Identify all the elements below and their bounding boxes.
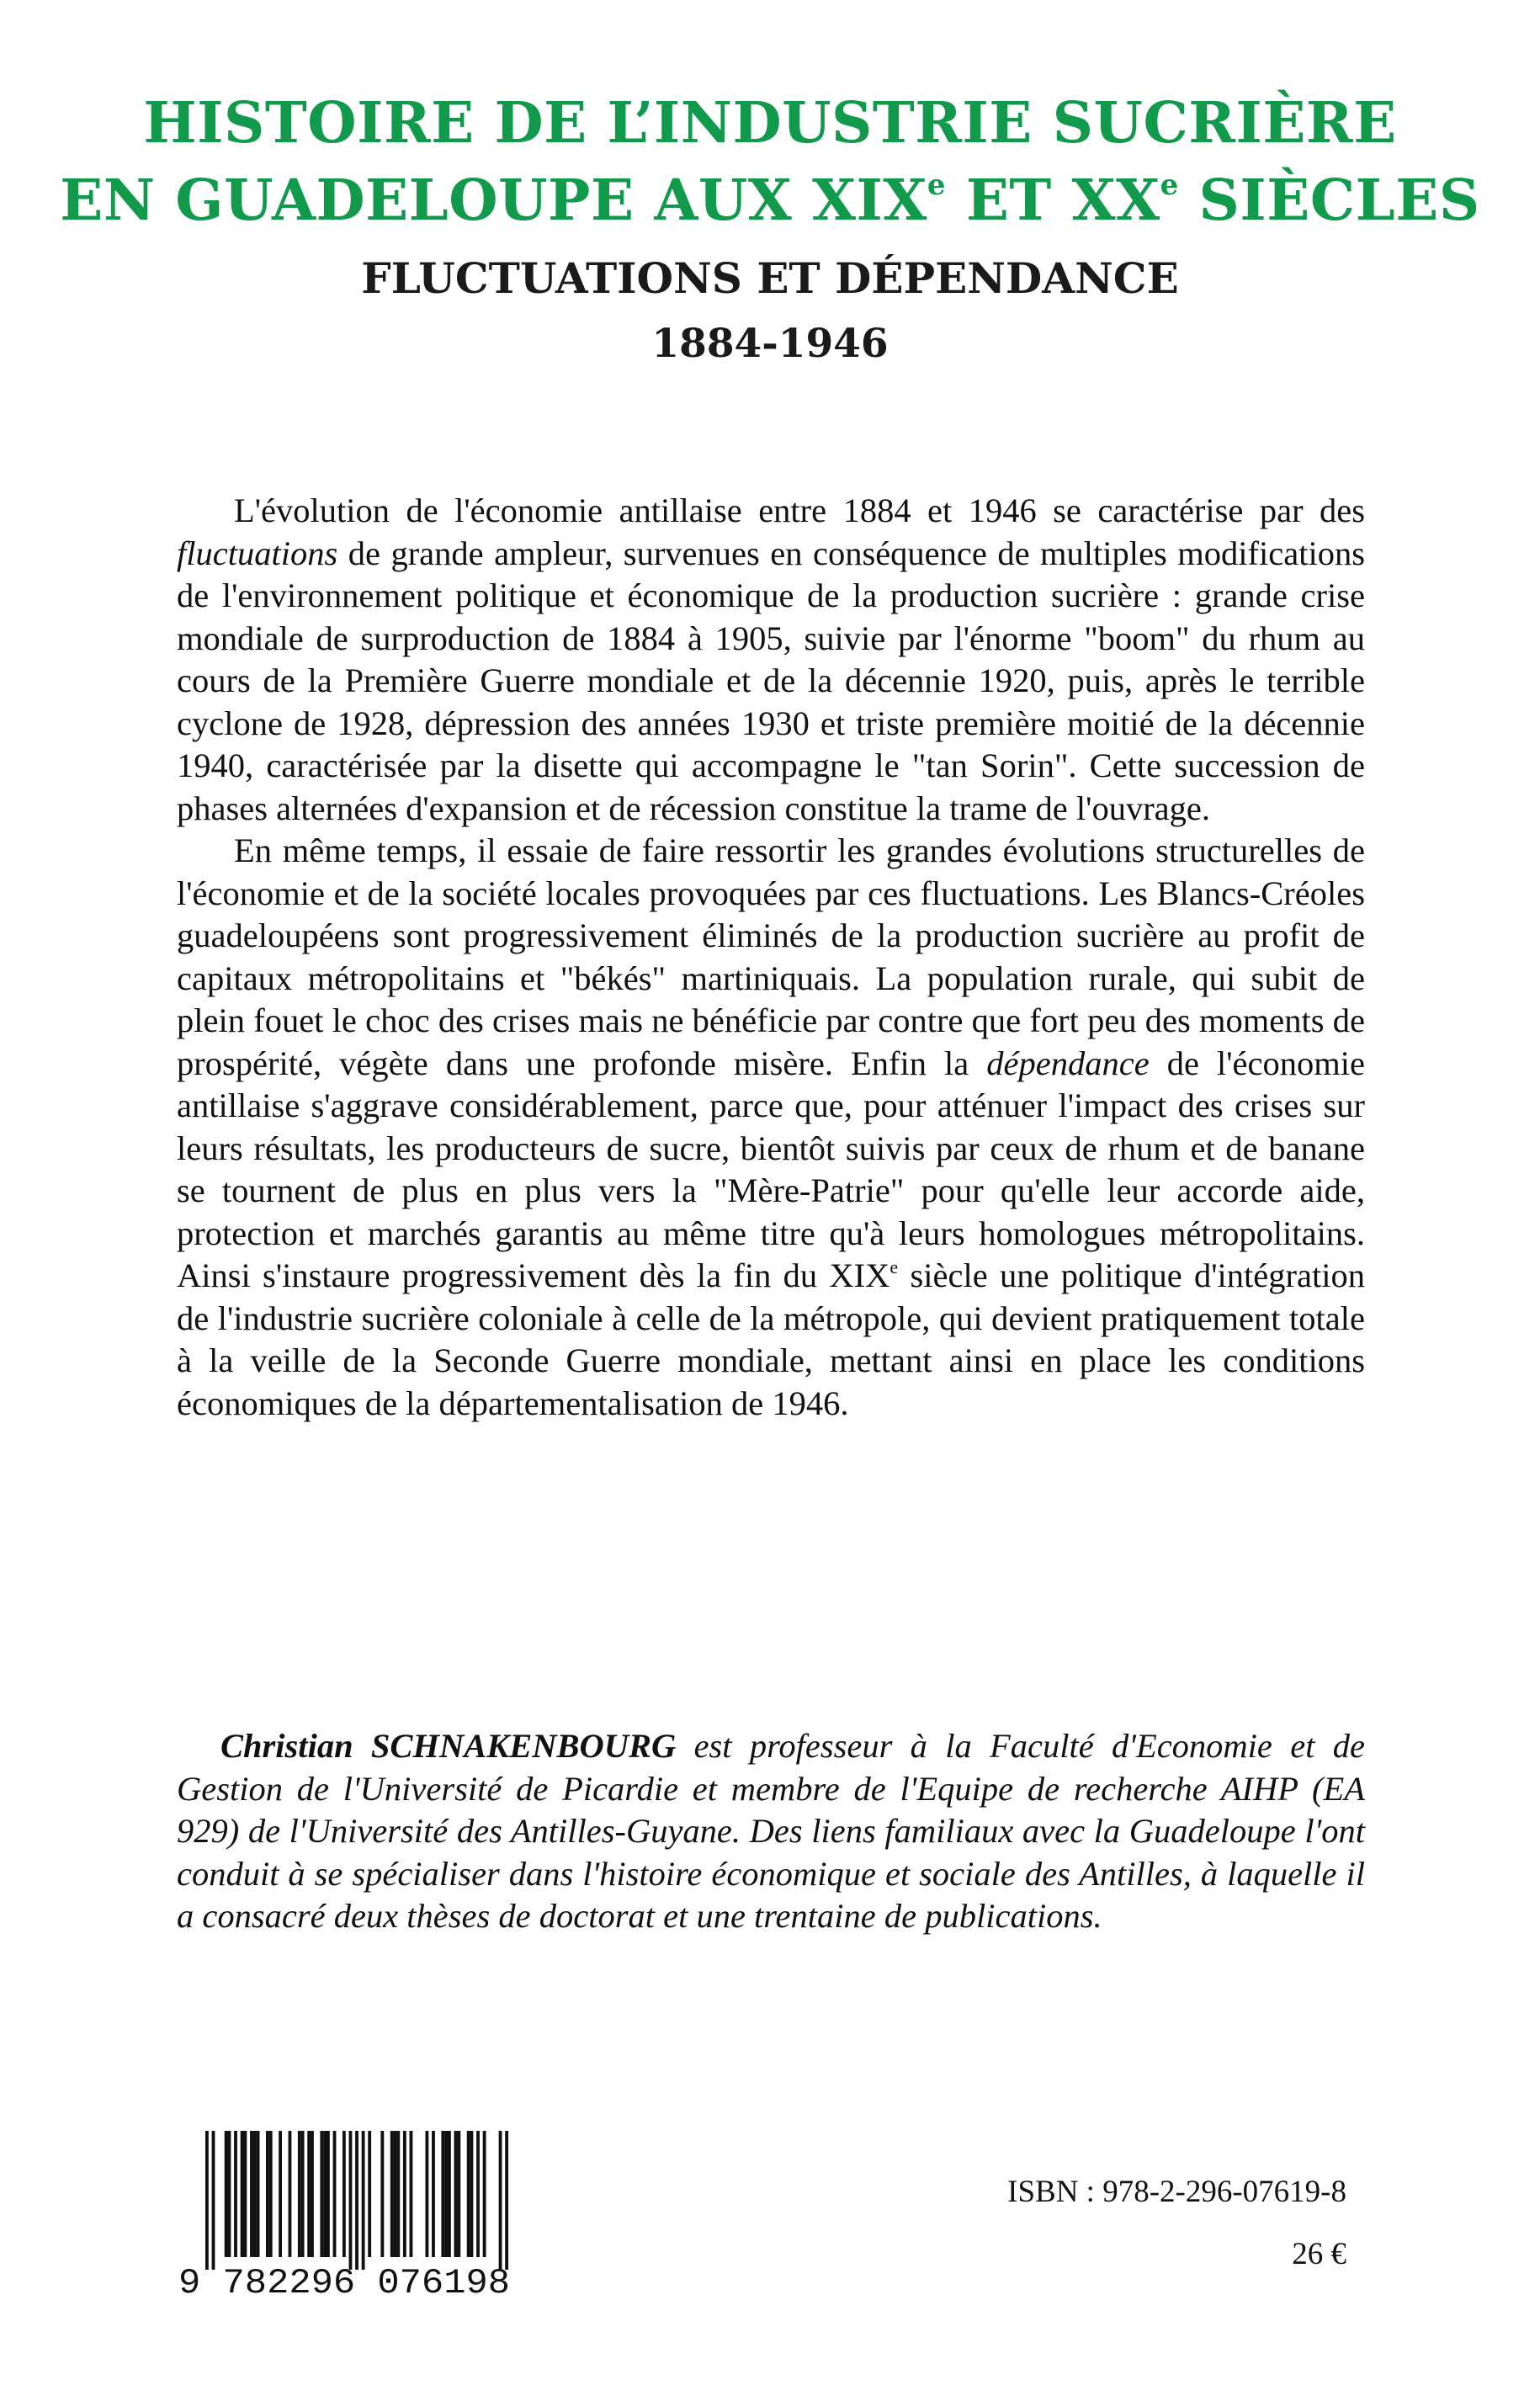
summary-paragraph-2 (177, 830, 1365, 1425)
barcode-bar (307, 2131, 311, 2257)
barcode-bar (205, 2131, 209, 2270)
barcode-bar (390, 2131, 394, 2257)
summary-p2-part-b: de l'économie antillaise s'aggrave considérablement, parce que, pour atténuer l'impact des crises sur leurs résultats, les producteurs de sucre, bientôt suivis par ceux de rhum et de banane se tournent de plus en plus vers la "Mère-Patrie" pour qu'elle leur accorde aide, protection et marchés garantis au même titre qu'à leurs homologues métropolitains. Ainsi s'instaure progressivement dès la fin du XIX (177, 1044, 1365, 1294)
barcode-bar (257, 2131, 260, 2257)
barcode-bar (234, 2131, 237, 2257)
barcode-bar (470, 2131, 474, 2257)
barcode-bar (250, 2131, 253, 2257)
summary-p1-emphasis: fluctuations (177, 534, 338, 572)
title-superscript-2: e (1160, 168, 1179, 202)
book-subtitle: FLUCTUATIONS ET DÉPENDANCE (361, 253, 1179, 303)
barcode-bar (301, 2131, 305, 2257)
barcode-bar (327, 2131, 330, 2257)
barcode-bar (454, 2131, 458, 2257)
barcode-bar (228, 2131, 231, 2257)
barcode-bar (311, 2131, 314, 2257)
barcode-bar (457, 2131, 460, 2257)
summary-p2-part-c: siècle une politique d'intégration de l'industrie sucrière coloniale à celle de la métropole, qui devient pratiquement totale à la veille de la Seconde Guerre mondiale, mettant ainsi en place les conditions économiques de la départementalisation de 1946. (177, 1256, 1365, 1422)
barcode-bar (289, 2131, 292, 2257)
title-line-2-part-b: ET XX (946, 167, 1160, 233)
barcode-bar (320, 2131, 323, 2257)
summary-p1-part-b: de grande ampleur, survenues en conséquence de multiples modifications de l'environnement politique et économique de la production sucrière : grande crise mondiale de surproduction de 1884 à 1905, suivie par l'énorme "boom" du rhum au cours de la Première Guerre mondiale et de la décennie 1920, puis, après le terrible cyclone de 1928, dépression des années 1930 et triste première moitié de la décennie 1940, caractérisée par la disette qui accompagne le "tan Sorin". Cette succession de phases alternées d'expansion et de récession constitue la trame de l'ouvrage. (177, 534, 1365, 827)
summary-p2-superscript: e (889, 1256, 899, 1277)
barcode-bar (380, 2131, 384, 2257)
author-bio (177, 1725, 1365, 1938)
summary-paragraph-1 (177, 490, 1365, 830)
barcode-bar (394, 2131, 397, 2257)
barcode-bar (333, 2131, 337, 2257)
barcode-bar (225, 2131, 228, 2257)
barcode-bar (349, 2131, 353, 2270)
author-name: Christian SCHNAKENBOURG (220, 1727, 677, 1765)
barcode-bar (323, 2131, 327, 2257)
author-bio-text: est professeur à la Faculté d'Economie et de Gestion de l'Université de Picardie et membre de l'Equipe de recherche AIHP (EA 929) de l'Université des Antilles-Guyane. Des liens familiaux avec la Guadeloupe l'ont conduit à se spécialiser dans l'histoire économique et sociale des Antilles, à laquelle il a consacré deux thèses de doctorat et une trentaine de publications. (177, 1727, 1365, 1935)
barcode-bar (396, 2131, 400, 2257)
barcode-bar (279, 2131, 282, 2257)
barcode-bar (241, 2131, 244, 2257)
summary-p2-part-a: En même temps, il essaie de faire ressortir les grandes évolutions structurelles de l'économie et de la société locales provoquées par ces fluctuations. Les Blancs-Créoles guadeloupéens sont progressivement éliminés de la production sucrière au profit de capitaux métropolitains et "békés" martiniquais. La population rurale, qui subit de plein fouet le choc des crises mais ne bénéficie par contre que fort peu des moments de prospérité, végète dans une profonde misère. Enfin la (177, 831, 1365, 1082)
barcode-bar (425, 2131, 428, 2257)
barcode-bar (253, 2131, 257, 2257)
barcode-bar (355, 2131, 358, 2270)
barcode-bar (403, 2131, 406, 2257)
cover-header (0, 84, 1540, 374)
barcode-bar (243, 2131, 247, 2257)
barcode-bar (266, 2131, 269, 2257)
barcode-bar (410, 2131, 413, 2257)
book-title-line-1: HISTOIRE DE L’INDUSTRIE SUCRIÈRE (143, 89, 1397, 156)
barcode-bar (432, 2131, 435, 2257)
title-line-2-part-c: SIÈCLES (1178, 167, 1480, 233)
book-period: 1884-1946 (651, 321, 889, 367)
barcode-bar (499, 2131, 502, 2270)
barcode-bar (362, 2131, 365, 2270)
price: 26 € (1292, 2237, 1346, 2271)
barcode (177, 2131, 513, 2299)
barcode-bar (298, 2131, 301, 2257)
barcode-bar (505, 2131, 508, 2270)
title-line-2-part-a: EN GUADELOUPE AUX XIX (60, 167, 927, 233)
book-title-line-2 (0, 162, 1540, 239)
summary-p2-emphasis: dépendance (986, 1044, 1150, 1082)
barcode-bar (212, 2131, 215, 2270)
barcode-digits: 9 782296 076198 (178, 2263, 510, 2299)
barcode-bar (368, 2131, 371, 2257)
barcode-bar (448, 2131, 451, 2257)
barcode-bar (441, 2131, 444, 2257)
isbn: ISBN : 978-2-296-07619-8 (1007, 2175, 1346, 2209)
summary-text (177, 490, 1365, 1425)
author-bio-paragraph (177, 1725, 1365, 1938)
title-superscript-1: e (927, 168, 947, 202)
summary-p1-part-a: L'évolution de l'économie antillaise entre 1884 et 1946 se caractérise par des (234, 491, 1365, 529)
barcode-bar (467, 2131, 470, 2257)
barcode-bar (444, 2131, 448, 2257)
barcode-bar (343, 2131, 346, 2257)
barcode-bar (483, 2131, 486, 2257)
barcode-bar (269, 2131, 273, 2257)
barcode-bar (476, 2131, 480, 2257)
